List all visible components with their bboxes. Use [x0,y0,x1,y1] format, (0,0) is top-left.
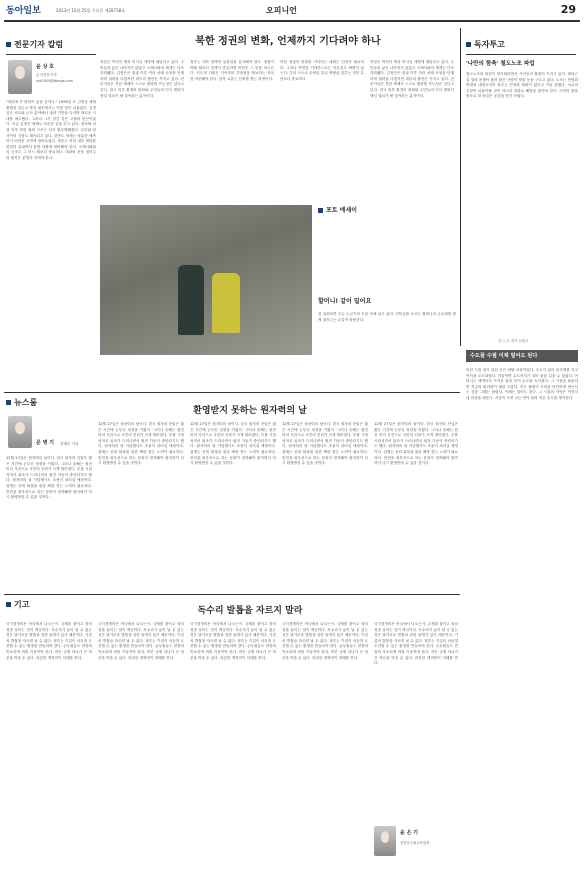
bullet-icon [466,42,471,47]
photo-figure-right [212,273,240,333]
masthead [0,0,584,22]
contribution-body-col5: 국가경쟁력은 어디에서 나오는가. 규제를 줄이고 창의성을 살리는 것이 핵심이다. 독수리가 높이 날 수 있는 것은 날카로운 발톱과 강한 날개가 있기 때문이다. 기업의 발톱을 자르면 날 수 없다. 정부는 기업이 마음껏 도전할 수 있는 환경을 만들어야 한다. 공무원들도 현장의 목소리에 귀를 기울여야 한다. 작은 규제 하나가 큰 혁신을 막을 수 있다. 과감한 개혁만이 미래를 연다. [374,622,458,666]
bullet-icon [6,602,11,607]
reader-tag-rule [466,54,576,55]
photo-caption-title: 할머니! 같이 밀어요 [318,298,372,305]
photo-caption-text: 잘 살펴보면 모두 누군가의 도움 속에 살고 있다. 언덕길을 오르는 할머니의 손수레를 함께 밀어주는 손길이 따뜻하다. [318,312,456,322]
issue-info: 2013년 12월 25일 수요일 제28738호 [56,8,126,13]
contribution-body-col3: 국가경쟁력은 어디에서 나오는가. 규제를 줄이고 창의성을 살리는 것이 핵심이다. 독수리가 높이 날 수 있는 것은 날카로운 발톱과 강한 날개가 있기 때문이다. 기업의 발톱을 자르면 날 수 없다. 정부는 기업이 마음껏 도전할 수 있는 환경을 만들어야 한다. 공무원들도 현장의 목소리에 귀를 기울여야 한다. 작은 규제 하나가 큰 혁신을 막을 수 있다. 과감한 개혁만이 미래를 연다. [190,622,276,660]
contribution-tag: 기고 [6,600,29,610]
newsroom-body-col4: 12월 27일은 원자력의 날이다. 한국 원자력 산업은 짧은 기간에 눈부신 성장을 이뤘다. 그러나 올해는 원전 비리 사건으로 국민의 신뢰가 크게 떨어졌다. 부품 시험성적서 위조가 드러나면서 원전 가동이 중단되기도 했다. 원자력의 날 기념행사도 조용히 치러질 예정이다. 업계는 신뢰 회복을 위한 뼈를 깎는 노력이 필요하다. 안전을 최우선으로 하는 문화가 정착돼야 원자력이 다시 환영받을 수 있을 것이다. [282,422,368,466]
newsroom-author-photo [8,416,32,448]
author-photo [8,60,32,94]
page-number: 29 [560,3,576,16]
expert-tag-rule [6,54,96,55]
photo-essay-image [100,205,312,355]
bullet-icon [318,208,323,213]
expert-author-title: 군사전문기자 [36,73,57,77]
expert-author-email: ysh1005@donga.com [36,79,73,83]
expert-column-tag: 전문기자 칼럼 [6,40,63,50]
newsroom-body-col3: 12월 27일은 원자력의 날이다. 한국 원자력 산업은 짧은 기간에 눈부신 성장을 이뤘다. 그러나 올해는 원전 비리 사건으로 국민의 신뢰가 크게 떨어졌다. 부품 시험성적서 위조가 드러나면서 원전 가동이 중단되기도 했다. 원자력의 날 기념행사도 조용히 치러질 예정이다. 업계는 신뢰 회복을 위한 뼈를 깎는 노력이 필요하다. 안전을 최우선으로 하는 문화가 정착돼야 원자력이 다시 환영받을 수 있을 것이다. [190,422,276,466]
contribution-headline: 독수리 발톱을 자르지 말라 [197,606,303,616]
newsroom-body-col2: 12월 27일은 원자력의 날이다. 한국 원자력 산업은 짧은 기간에 눈부신 성장을 이뤘다. 그러나 올해는 원전 비리 사건으로 국민의 신뢰가 크게 떨어졌다. 부품 시험성적서 위조가 드러나면서 원전 가동이 중단되기도 했다. 원자력의 날 기념행사도 조용히 치러질 예정이다. 업계는 신뢰 회복을 위한 뼈를 깎는 노력이 필요하다. 안전을 최우선으로 하는 문화가 정착돼야 원자력이 다시 환영받을 수 있을 것이다. [98,422,184,466]
main-headline: 북한 정권의 변화, 언제까지 기다려야 하나 [195,36,381,47]
bullet-icon [6,400,11,405]
main-text-col4: 북한은 여전히 핵과 미사일 개발에 매달리고 있다. 주민들의 삶은 나아지지 않았고 국제사회의 제재는 더욱 강화됐다. 김정은은 집권 이후 여러 차례 숙청을 단행하며 권력을 다졌지만 내부의 불안은 커지고 있다. 전문가들은 북한 체제가 스스로 변화할 가능성은 낮다고 본다. 결국 외부 환경의 변화와 주민들의 인식 변화가 핵심 열쇠가 될 것이라는 분석이다. [370,60,454,98]
essay-column-body: 어린 시절 내가 살던 곳은 비탈 마을이었다. 수도가 없어 물지게를 지고 언덕을 오르내렸다. 겨울이면 수도꼭지가 얼어 물을 길을 수 없었다. 어머니는 새벽마다 뜨거운 물을 부어 수도를 녹이셨다. 그 시절을 떠올리면 지금의 편리함이 새삼 고맙다. 작은 불편이 사람을 단단하게 만든다는 것을 그때는 몰랐다. 이제는 밀어도 된다. 그 시절의 기억은 여전히 내 마음을 데운다. 겨울이 오면 나는 언덕 위의 작은 수도를 생각한다. [466,368,578,400]
section-title: 오피니언 [266,6,297,15]
contribution-body-col1: 국가경쟁력은 어디에서 나오는가. 규제를 줄이고 창의성을 살리는 것이 핵심이다. 독수리가 높이 날 수 있는 것은 날카로운 발톱과 강한 날개가 있기 때문이다. 기업의 발톱을 자르면 날 수 없다. 정부는 기업이 마음껏 도전할 수 있는 환경을 만들어야 한다. 공무원들도 현장의 목소리에 귀를 기울여야 한다. 작은 규제 하나가 큰 혁신을 막을 수 있다. 과감한 개혁만이 미래를 연다. [6,622,92,660]
lower-rule [4,594,460,595]
newsroom-headline: 환영받지 못하는 원자력의 날 [193,406,307,416]
reader-author: 김 ○ 수 경기 수원시 [498,339,529,343]
main-text-col2: 정부는 대북 정책의 일관성을 유지해야 한다. 정권이 바뀔 때마다 정책이 흔들리면 북한은 그 틈을 파고든다. 인도적 지원은 지속하되 투명성을 확보하는 장치를 마련해야 한다. 남북 교류는 신뢰를 쌓는 과정이다. [190,60,274,81]
newsroom-body-col1: 12월 27일은 원자력의 날이다. 한국 원자력 산업은 짧은 기간에 눈부신 성장을 이뤘다. 그러나 올해는 원전 비리 사건으로 국민의 신뢰가 크게 떨어졌다. 부품 시험성적서 위조가 드러나면서 원전 가동이 중단되기도 했다. 원자력의 날 기념행사도 조용히 치러질 예정이다. 업계는 신뢰 회복을 위한 뼈를 깎는 노력이 필요하다. 안전을 최우선으로 하는 문화가 정착돼야 원자력이 다시 환영받을 수 있을 것이다. [6,456,92,500]
paper-name: 동아일보 [6,6,41,16]
newsroom-author-title: 경제부 기자 [60,442,79,446]
reader-column-body: 철도노조의 파업이 장기화되면서 시민들의 불편이 커지고 있다. 출퇴근길 열차 운행이 줄어 많은 사람이 발을 동동 구르고 있다. 노조는 민영화 반대를 내세우지만 정부는 민영화 계획이 없다고 거듭 밝혔다. 서로의 주장만 되풀이할 것이 아니라 대화로 해법을 찾아야 한다. 국민의 발을 볼모로 한 파업은 공감을 얻기 어렵다. [466,72,578,99]
contribution-body-col4: 국가경쟁력은 어디에서 나오는가. 규제를 줄이고 창의성을 살리는 것이 핵심이다. 독수리가 높이 날 수 있는 것은 날카로운 발톱과 강한 날개가 있기 때문이다. 기업의 발톱을 자르면 날 수 없다. 정부는 기업이 마음껏 도전할 수 있는 환경을 만들어야 한다. 공무원들도 현장의 목소리에 귀를 기울여야 한다. 작은 규제 하나가 큰 혁신을 막을 수 있다. 과감한 개혁만이 미래를 연다. [282,622,368,660]
masthead-rule [4,20,580,22]
mid-rule [4,392,460,393]
newsroom-tag: 뉴스룸 [6,398,37,408]
newsroom-body-col5: 12월 27일은 원자력의 날이다. 한국 원자력 산업은 짧은 기간에 눈부신 성장을 이뤘다. 그러나 올해는 원전 비리 사건으로 국민의 신뢰가 크게 떨어졌다. 부품 시험성적서 위조가 드러나면서 원전 가동이 중단되기도 했다. 원자력의 날 기념행사도 조용히 치러질 예정이다. 업계는 신뢰 회복을 위한 뼈를 깎는 노력이 필요하다. 안전을 최우선으로 하는 문화가 정착돼야 원자력이 다시 환영받을 수 있을 것이다. [374,422,458,466]
photo-essay-tag: 포토 에세이 [318,206,357,216]
reader-divider [460,28,461,346]
essay-tag: 수도꼴 수필 이제 밀어도 된다 [470,353,538,359]
contribution-author-name: 윤 은 기 [400,830,418,836]
main-text-col3: 북한 정권의 변화를 기다리는 데에는 인내가 필요하다. 그러나 막연한 기대만으로는 아무것도 바뀌지 않는다. 우리 스스로 준비된 통일 역량을 갖추는 것이 무엇보다 중요하다. [280,60,364,81]
newsroom-author-name: 문 병 기 [36,440,54,446]
main-text-col1: 북한은 여전히 핵과 미사일 개발에 매달리고 있다. 주민들의 삶은 나아지지 않았고 국제사회의 제재는 더욱 강화됐다. 김정은은 집권 이후 여러 차례 숙청을 단행하며 권력을 다졌지만 내부의 불안은 커지고 있다. 전문가들은 북한 체제가 스스로 변화할 가능성은 낮다고 본다. 결국 외부 환경의 변화와 주민들의 인식 변화가 핵심 열쇠가 될 것이라는 분석이다. [100,60,184,98]
expert-column-body: "내년에 큰 변화가 있을 것이다." 1990년 초 김정일 체제 출범을 앞두고 북한 내부에서는 이런 말이 나돌았다. 김정일은 외교와 군사 분야에서 권력 기반을 다지며 새로운 시대를 예고했다. 그러나 그가 남긴 것은 고립과 빈곤이었다. 지금 김정은 체제도 비슷한 길을 걷고 있다. 장성택 처형 이후 북한 권력 구조는 더욱 불투명해졌다. 군부와 당 사이의 긴장도 계속되고 있다. 한반도 정세는 당분간 예측하기 어려운 국면에 접어들었다. 정부는 북한 내부 변화를 면밀히 살피면서 돌발 상황에 대비해야 한다. 국제사회와의 공조도 그 어느 때보다 중요하다. 대화의 문을 열어두되 원칙은 분명히 지켜야 한다. [6,100,96,160]
photo-figure-left [178,265,204,335]
contribution-author-photo [374,826,396,856]
reader-headline: '나만의 함축' 철도노조 파업 [466,61,535,67]
bullet-icon [6,42,11,47]
contribution-author-title: 중앙공무원교육원장 [400,841,430,845]
reader-column-tag: 독자투고 [466,40,505,50]
contribution-body-col2: 국가경쟁력은 어디에서 나오는가. 규제를 줄이고 창의성을 살리는 것이 핵심이다. 독수리가 높이 날 수 있는 것은 날카로운 발톱과 강한 날개가 있기 때문이다. 기업의 발톱을 자르면 날 수 없다. 정부는 기업이 마음껏 도전할 수 있는 환경을 만들어야 한다. 공무원들도 현장의 목소리에 귀를 기울여야 한다. 작은 규제 하나가 큰 혁신을 막을 수 있다. 과감한 개혁만이 미래를 연다. [98,622,184,660]
expert-author-name: 윤 상 호 [36,64,54,70]
